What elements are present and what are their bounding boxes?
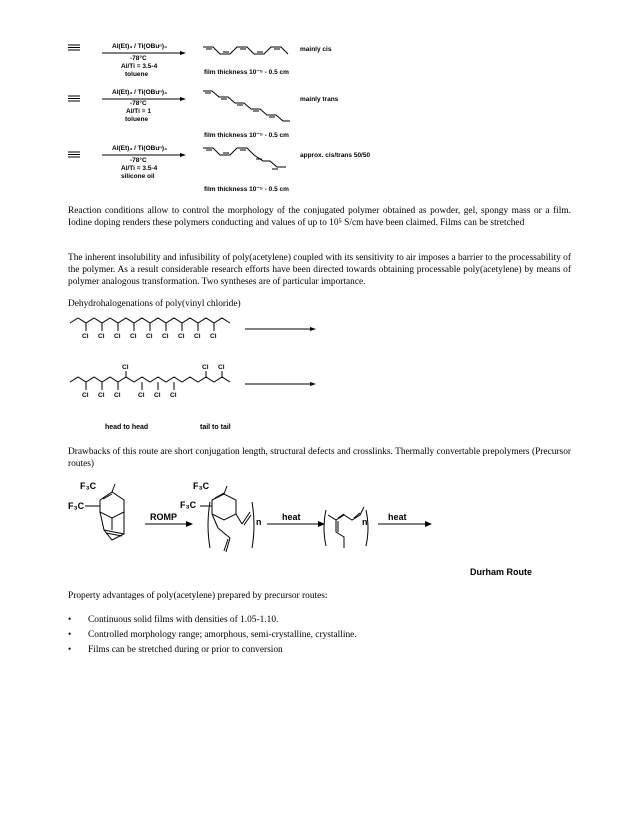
catalyst-label-3: Al(Et)₃ / Ti(OBuⁿ)₄: [112, 145, 168, 152]
result-trans: mainly trans: [300, 96, 339, 103]
condition-solvent-1: toluene: [125, 71, 149, 78]
advantages-list: [68, 614, 357, 659]
cl-label: Cl: [202, 364, 209, 371]
cl-label: Cl: [194, 333, 201, 340]
bullet: •: [68, 645, 72, 655]
film-thickness-1: film thickness 10⁻⁵ - 0.5 cm: [204, 69, 289, 76]
cf3-label-monomer-top: F₃C: [80, 481, 97, 491]
list-item: [68, 614, 357, 629]
film-thickness-3: film thickness 10⁻⁵ - 0.5 cm: [204, 186, 289, 193]
catalyst-label-1: Al(Et)₃ / Ti(OBuⁿ)₄: [112, 43, 168, 50]
heat-label-1: heat: [282, 512, 301, 522]
cl-label: Cl: [98, 333, 105, 340]
condition-ratio-2: Al/Ti = 1: [126, 108, 151, 115]
condition-ratio-3: Al/Ti = 3.5-4: [121, 165, 158, 172]
cf3-label-polymer-top: F₃C: [193, 481, 210, 491]
list-item-text: Films can be stretched during or prior to conversion: [88, 645, 283, 655]
cl-label: Cl: [146, 333, 153, 340]
condition-solvent-3: silicone oil: [121, 173, 155, 180]
list-item: [68, 644, 357, 659]
list-item-text: Controlled morphology range; amorphous, semi-crystalline, crystalline.: [88, 630, 357, 640]
romp-label: ROMP: [150, 512, 177, 522]
condition-temp-2: -78°C: [130, 100, 147, 107]
condition-solvent-2: toluene: [125, 116, 149, 123]
paragraph-processability: The inherent insolubility and infusibility of poly(acetylene) coupled with its sensitivity to air imposes a barrier to the processability of the polymer. As a result considerable research efforts have been directed towards obtaining processable poly(acetylene) by means of polymer analogous transformation. Two syntheses are of particular importance.: [68, 253, 571, 287]
condition-ratio-1: Al/Ti = 3.5-4: [121, 63, 158, 70]
cl-label: Cl: [130, 333, 137, 340]
cf3-label-monomer: F₃C: [68, 501, 85, 511]
cl-label: Cl: [114, 392, 121, 399]
repeat-n-1: n: [256, 517, 262, 527]
head-to-head-label: head to head: [105, 424, 149, 431]
cl-label: Cl: [170, 392, 177, 399]
cl-label: Cl: [114, 333, 121, 340]
paragraph-morphology: Reaction conditions allow to control the morphology of the conjugated polymer obtained as powder, gel, spongy mass or a film. Iodine doping renders these polymers conducting and values of up to 10⁵ S/cm have been claimed. Films can be stretched: [68, 206, 571, 228]
cl-label: Cl: [98, 392, 105, 399]
condition-temp-1: -78°C: [130, 55, 147, 62]
bullet: •: [68, 615, 72, 625]
heat-label-2: heat: [388, 512, 407, 522]
list-item-text: Continuous solid films with densities of 1.05-1.10.: [88, 615, 279, 625]
cl-label: Cl: [154, 392, 161, 399]
cl-label: Cl: [162, 333, 169, 340]
cl-label: Cl: [218, 364, 225, 371]
tail-to-tail-label: tail to tail: [200, 424, 231, 431]
condition-temp-3: -78°C: [130, 157, 147, 164]
cl-label: Cl: [82, 392, 89, 399]
paragraph-property-advantages: Property advantages of poly(acetylene) prepared by precursor routes:: [68, 591, 328, 601]
bullet: •: [68, 630, 72, 640]
cf3-label-polymer: F₃C: [180, 500, 197, 510]
cl-label: Cl: [82, 333, 89, 340]
paragraph-dehydrohalogenation: Dehydrohalogenations of poly(vinyl chloride): [68, 299, 241, 309]
cl-label: Cl: [210, 333, 217, 340]
repeat-n-2: n: [362, 517, 368, 527]
catalyst-label-2: Al(Et)₃ / Ti(OBuⁿ)₄: [112, 89, 168, 96]
cl-label: Cl: [122, 364, 129, 371]
film-thickness-2: film thickness 10⁻⁵ - 0.5 cm: [204, 132, 289, 139]
list-item: [68, 629, 357, 644]
paragraph-drawbacks: Drawbacks of this route are short conjugation length, structural defects and crosslinks. Thermally convertable prepolymers (Precursor routes): [68, 447, 571, 469]
cl-label: Cl: [178, 333, 185, 340]
result-cis: mainly cis: [300, 46, 332, 53]
cl-label: Cl: [138, 392, 145, 399]
result-mixed: approx. cis/trans 50/50: [300, 152, 371, 159]
durham-route-label: Durham Route: [470, 567, 533, 577]
